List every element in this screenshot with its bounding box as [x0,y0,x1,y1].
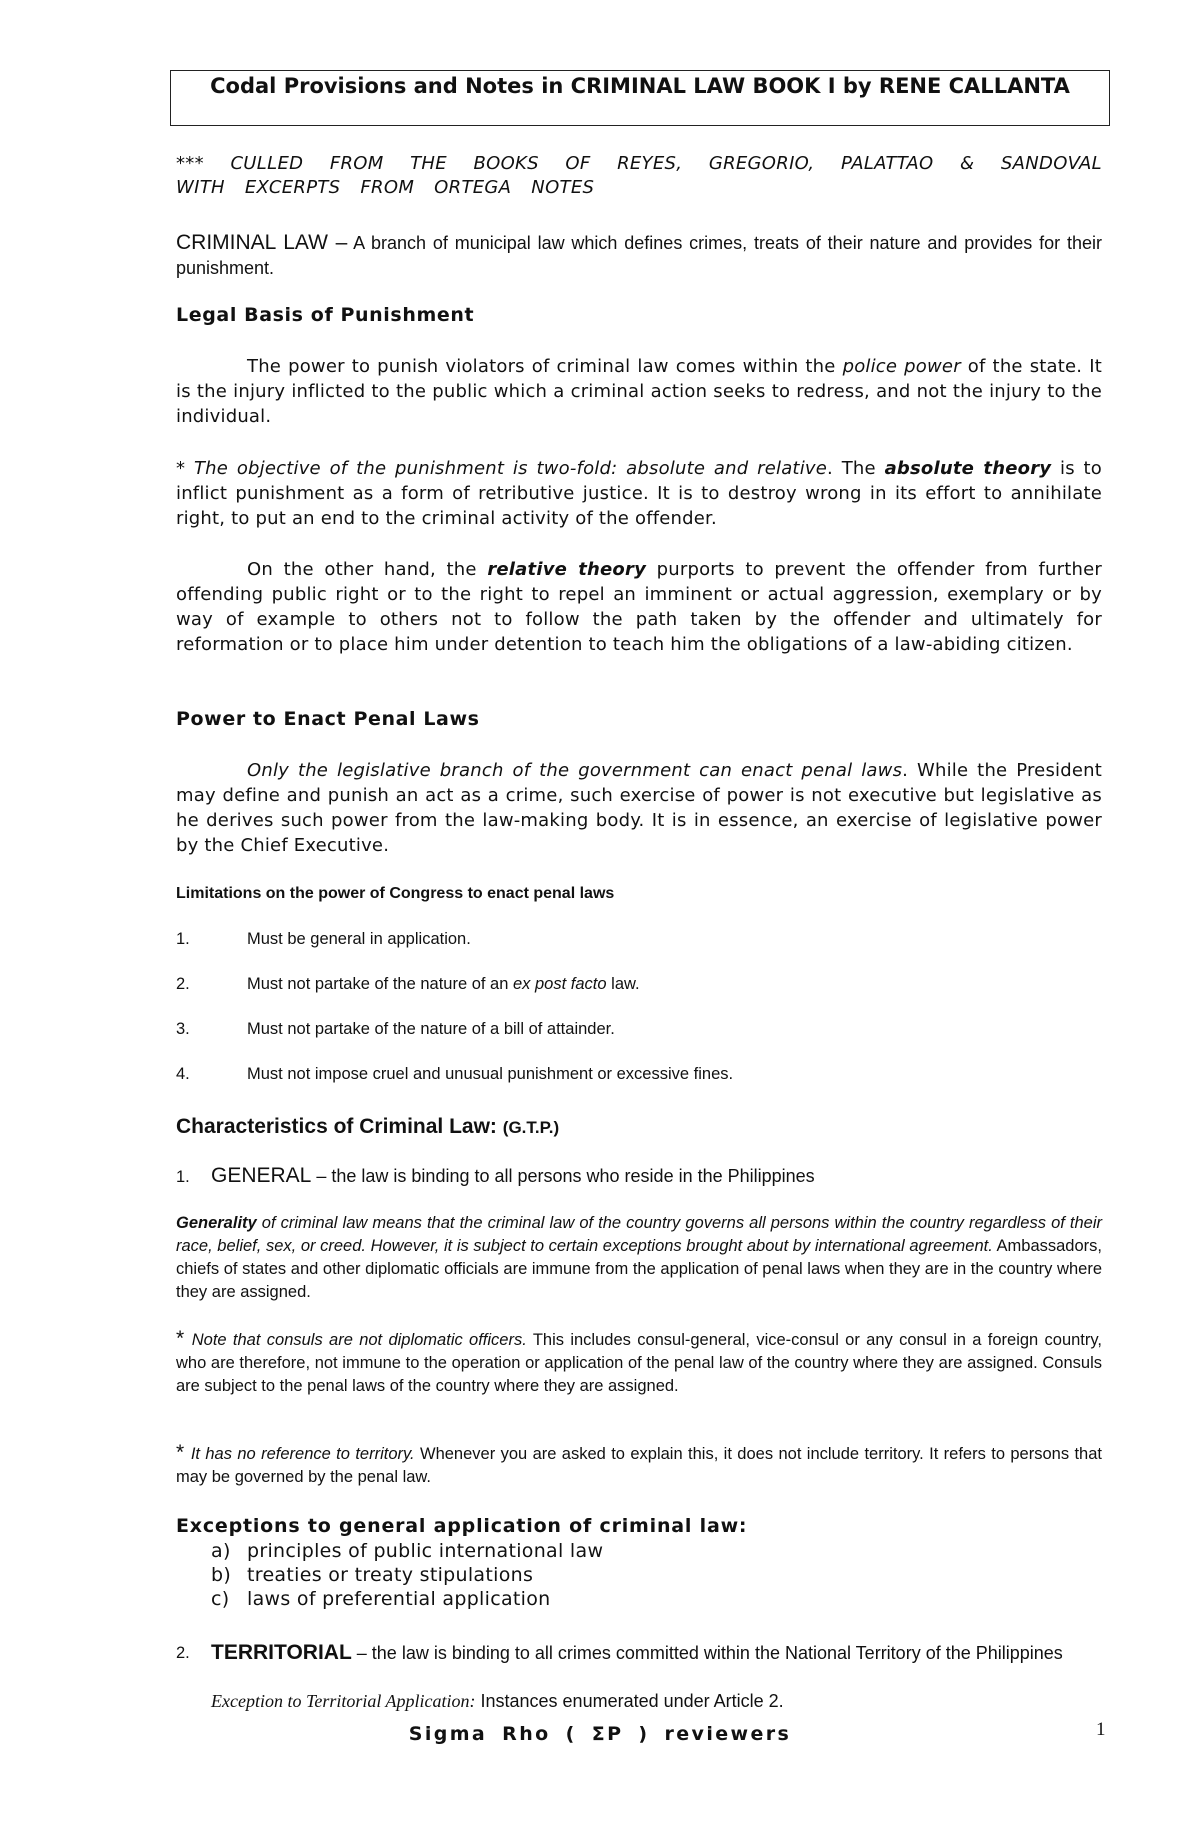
criminal-law-label: CRIMINAL LAW – [176,231,348,254]
consuls-paragraph [176,1327,1102,1398]
text-run: purports to prevent the offender from further offending public right or to the right to repel an imminent or actual aggression, exemplary or by way of example to others not to follow the path taken by the offender and ultimately for reformation or to place him under detention to teach him the obligations of a law-abiding citizen. [176,559,1102,655]
text-run: Note that consuls are not diplomatic officers. [191,1331,527,1349]
text-run: law. [606,975,640,993]
exceptions-heading: Exceptions to general application of criminal law: [176,1515,748,1537]
text-run: – the law is binding to all crimes committed within the National Territory of the Philippines [351,1643,1063,1663]
criminal-law-definition [176,230,1102,281]
objective-emphasis: * The objective of the punishment is two-fold: absolute and relative [176,458,828,479]
territorial-label: TERRITORIAL [211,1641,352,1664]
item-number: 4. [176,1065,190,1083]
text-run: of the state. It is the injury inflicted to the public which a criminal action seeks to redress, and not the injury to the individual. [176,356,1102,427]
gtp-abbreviation: (G.T.P.) [502,1118,560,1137]
legal-basis-paragraph-3 [176,557,1102,657]
page-number: 1 [1096,1719,1106,1740]
item-text: laws of preferential application [247,1588,551,1610]
exception-label: Exception to Territorial Application: [211,1691,476,1711]
characteristics-heading [176,1115,1102,1139]
item-text: Must not impose cruel and unusual punishment or excessive fines. [247,1065,734,1083]
text-run: Instances enumerated under Article 2. [475,1691,784,1711]
text-run: Ambassadors, chiefs of states and other diplomatic officials are immune from the application of penal laws when they are in the country where they are assigned. [176,1237,1102,1301]
heading-text: Characteristics of Criminal Law: [176,1115,497,1138]
item-letter: c) [211,1588,230,1610]
absolute-theory-term: absolute theory [884,458,1052,479]
general-label: GENERAL [211,1164,312,1187]
text-run: Whenever you are asked to explain this, it does not include territory. It refers to persons that may be governed by the penal law. [176,1445,1102,1486]
item-number: 2. [176,975,190,993]
culled-note: *** CULLED FROM THE BOOKS OF REYES, GREGORIO, PALATTAO & SANDOVAL WITH EXCERPTS FROM ORTEGA NOTES [176,153,1102,198]
general-text: – the law is binding to all persons who reside in the Philippines [311,1166,815,1186]
item-text: Must be general in application. [247,930,471,948]
item-text [247,975,640,994]
text-run: It has no reference to territory. [190,1445,415,1463]
generality-term: Generality [176,1214,257,1232]
footer-reviewers: Sigma Rho ( ΣP ) reviewers [408,1723,792,1745]
text-run: On the other hand, the [247,559,488,580]
territory-note-paragraph [176,1441,1102,1489]
legal-basis-paragraph-2 [176,456,1102,531]
item-letter: a) [211,1540,231,1562]
text-run: . The [827,458,885,479]
legislative-emphasis: Only the legislative branch of the government can enact penal laws [247,760,903,781]
police-power-emphasis: police power [842,356,961,377]
text-run: is to inflict punishment as a form of retributive justice. It is to destroy wrong in its effort to annihilate right, to put an end to the criminal activity of the offender. [176,458,1103,529]
criminal-law-def-text: A branch of municipal law which defines crimes, treats of their nature and provides for their punishment. [176,233,1102,278]
document-title: Codal Provisions and Notes in CRIMINAL LAW BOOK I by RENE CALLANTA [170,70,1110,126]
item-text: Must not partake of the nature of a bill of attainder. [247,1020,615,1038]
asterisk: * [176,1441,191,1464]
territorial-exception [211,1691,1102,1712]
item-text: treaties or treaty stipulations [247,1564,534,1586]
relative-theory-term: relative theory [487,559,646,580]
item-number: 3. [176,1020,190,1038]
item-letter: b) [211,1564,232,1586]
ex-post-facto-emphasis: ex post facto [513,975,607,993]
text-run: of criminal law means that the criminal law of the country governs all persons within the country regardless of their race, belief, sex, or creed. However, it is subject to certain exceptions brought about by international agreement. [176,1214,1102,1255]
limitations-heading: Limitations on the power of Congress to enact penal laws [176,885,615,902]
item-text: principles of public international law [247,1540,604,1562]
generality-paragraph [176,1212,1102,1304]
territorial-text [211,1640,1102,1666]
legal-basis-paragraph-1 [176,354,1102,429]
text-run: The power to punish violators of criminal law comes within the [247,356,843,377]
power-paragraph [176,758,1102,858]
asterisk: * [176,1327,192,1350]
text-run: . While the President may define and punish an act as a crime, such exercise of power is not executive but legislative as he derives such power from the law-making body. It is in essence, an exercise of legislative power by the Chief Executive. [176,760,1102,856]
text-run: Must not partake of the nature of an [247,975,513,993]
text-run: This includes consul-general, vice-consul or any consul in a foreign country, who are therefore, not immune to the operation or application of the penal law of the country where they are assigned. Consuls are subject to the penal laws of the country where they are assigned. [176,1331,1102,1395]
legal-basis-heading: Legal Basis of Punishment [176,304,475,326]
item-number: 1. [176,1168,190,1186]
power-heading: Power to Enact Penal Laws [176,708,480,730]
item-number: 2. [176,1644,190,1662]
item-number: 1. [176,930,190,948]
